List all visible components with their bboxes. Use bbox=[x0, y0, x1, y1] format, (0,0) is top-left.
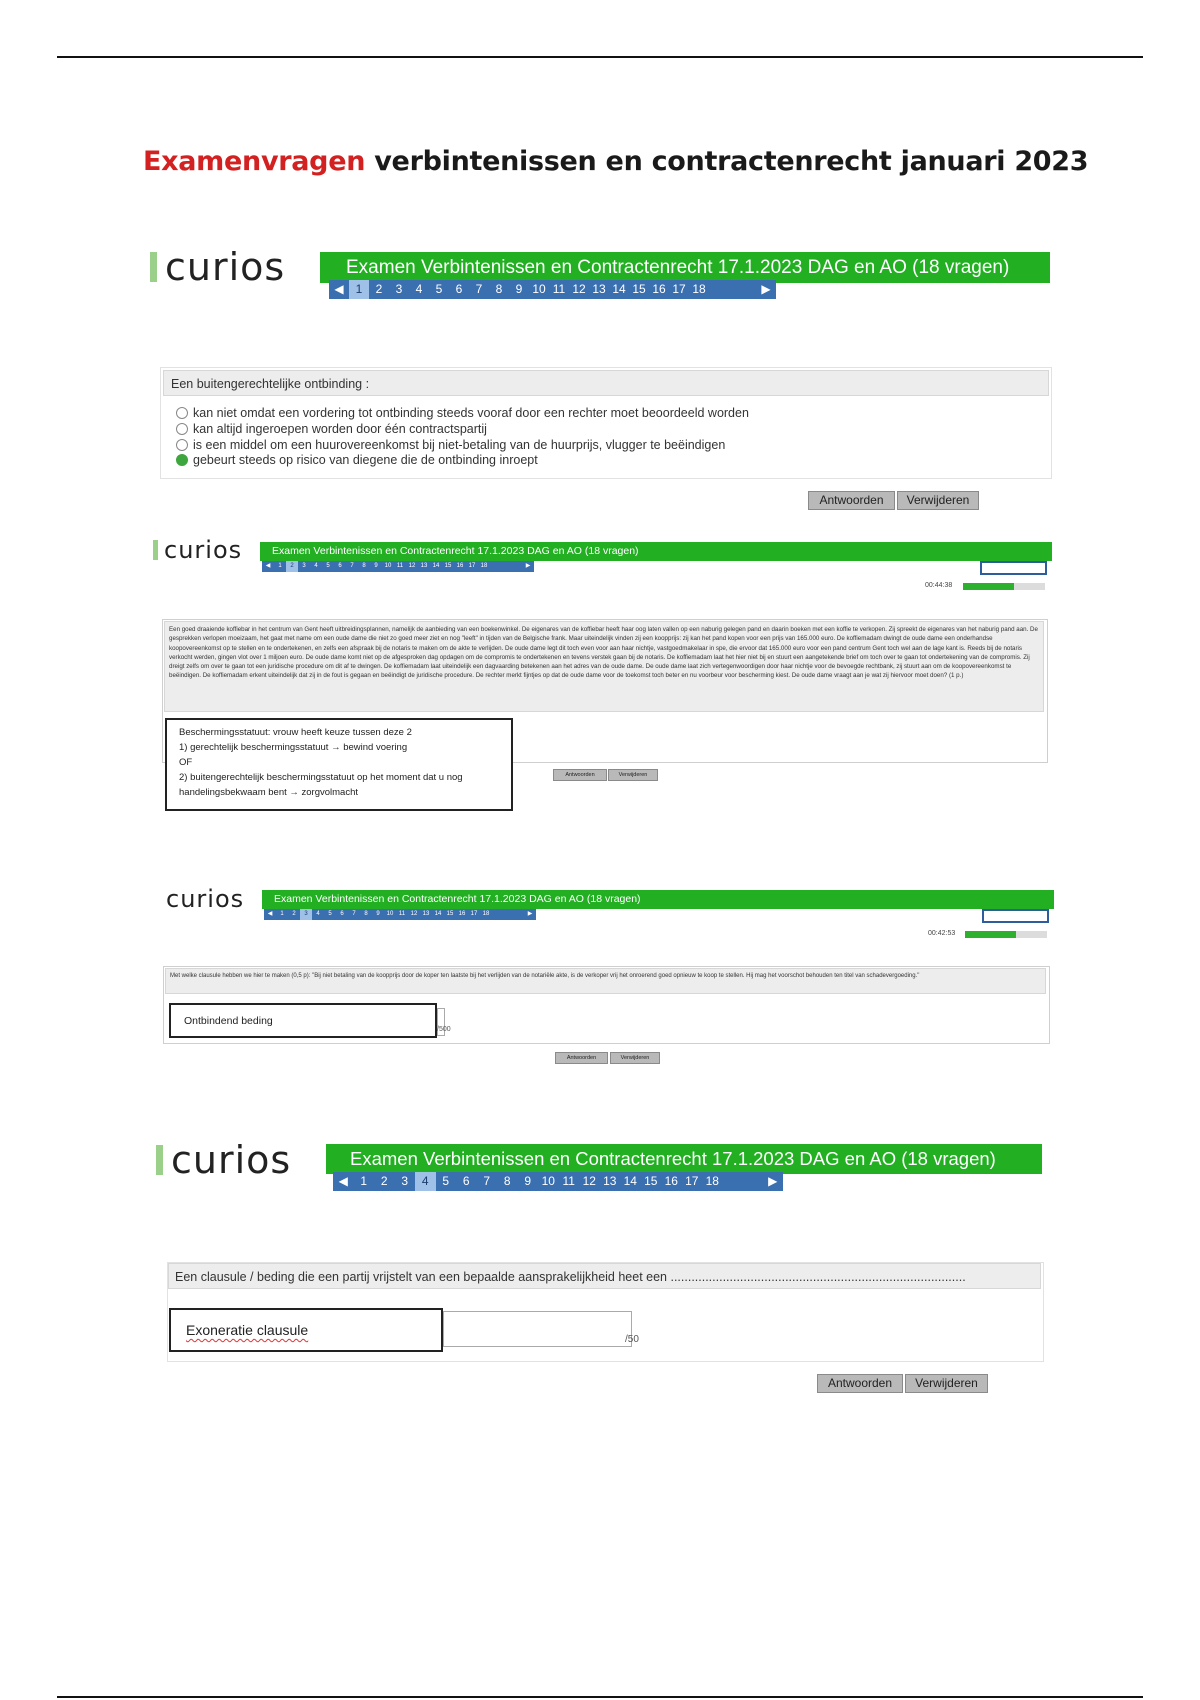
question-nav-item[interactable]: 3 bbox=[401, 1174, 409, 1188]
question-nav-item[interactable]: 3 bbox=[300, 909, 312, 920]
logo-text: curios bbox=[164, 536, 243, 564]
question-nav-item[interactable]: 16 bbox=[458, 911, 466, 917]
question-nav-item[interactable]: 15 bbox=[632, 282, 646, 296]
question-nav-item[interactable]: 4 bbox=[314, 563, 318, 569]
question-nav-item[interactable]: 1 bbox=[360, 1174, 368, 1188]
question-nav bbox=[264, 909, 536, 920]
answer-note bbox=[165, 718, 513, 811]
question-text: Een goed draaiende koffiebar in het centrum van Gent heeft uitbreidingsplannen, namelijk de aanbieding van een boekenwinkel. De eigenares van de koffiebar heeft haar oog laten vallen op een naburig gelegen pand en daarin boeken met een koffie te verkopen. Zij spreekt de eigenares van het naburig pand aan. De gesprekken verlopen moeizaam, het gaat met name om een oude dame die niet zo goed meer ziet en nog "leeft" in tijden van de Belgische frank. Maar uiteindelijk vinden zij een koopprijs: zij kan het pand kopen voor een prijs van 165.000 euro. De koffiemadam dwingt de oude dame een onderhandse koopovereenkomst op te stellen en te ondertekenen, en zelfs een afspraak bij de notaris te maken om de akte te verlijden. De oude dame legt dit toch even voor aan haar nichtje, vastgoedmakelaar in spe, die ervoor dat 165.000 euro voor een pand centrum Gent toch wel aan de lage kant is. Reeds bij de notaris verkocht werden, gingen vlot over 1 miljoen euro. De oude dame komt niet op de afgesproken dag opdagen om de compromis te ondertekenen en tevens verstek gaan bij de notaris. De koffiemadam laat het hier niet bij en stuurt een aangetekende brief om toch over te gaan tot ondertekening van de compromis. Zij dreigt zelfs om over te gaan tot een juridische procedure om dit af te dwingen. De koffiemadam laat uiteindelijk een dagvaarding betekenen aan het adres van de oude dame. De oude dame laat zich vertegenwoordigen door haar nichtje voor de bevoegde rechtbank, zij stuurt aan om de koopovereenkomst te beëindigen. De koffiemadam erkent uiteindelijk dat zij in de fout is gegaan en beëindigt de juridische procedure. De rechter merkt fijntjes op dat de oude dame voor de toekomst toch beter en nu voorbeur voor bescherming kiest. De oude dame vraagt aan je wat zij hiervoor moet doen? (1 p.) bbox=[164, 621, 1044, 712]
question-nav-item[interactable]: 7 bbox=[475, 282, 483, 296]
answer-option-selected[interactable] bbox=[176, 453, 538, 467]
question-nav-item[interactable]: 10 bbox=[384, 563, 392, 569]
question-nav-item[interactable]: 12 bbox=[572, 282, 586, 296]
page-title bbox=[143, 146, 1088, 177]
question-nav-item[interactable]: 12 bbox=[410, 911, 418, 917]
option-label: gebeurt steeds op risico van diegene die de ontbinding inroept bbox=[193, 453, 538, 467]
question-nav-item[interactable]: 18 bbox=[705, 1174, 719, 1188]
question-nav-item[interactable]: 8 bbox=[503, 1174, 511, 1188]
question-nav-item[interactable]: 15 bbox=[446, 911, 454, 917]
exam-title: Examen Verbintenissen en Contractenrecht 17.1.2023 DAG en AO (18 vragen) bbox=[346, 257, 1010, 278]
exam-title: Examen Verbintenissen en Contractenrecht 17.1.2023 DAG en AO (18 vragen) bbox=[350, 1148, 996, 1169]
option-label: kan niet omdat een vordering tot ontbinding steeds vooraf door een rechter moet beoordeeld worden bbox=[193, 406, 749, 420]
question-nav-item[interactable]: 13 bbox=[592, 282, 606, 296]
logo-bar bbox=[156, 1145, 163, 1175]
question-text: Een clausule / beding die een partij vrijstelt van een bepaalde aansprakelijkheid heet een ..................................................................................... bbox=[168, 1263, 1041, 1289]
delete-button[interactable]: Verwijderen bbox=[610, 1052, 660, 1064]
question-nav-item[interactable]: 7 bbox=[352, 911, 356, 917]
char-counter: /50 bbox=[625, 1334, 639, 1345]
note-line: 1) gerechtelijk beschermingsstatuut → bewind voering bbox=[179, 742, 408, 753]
footer-rule bbox=[57, 1696, 1143, 1698]
question-nav-item[interactable]: 5 bbox=[328, 911, 332, 917]
question-nav-item[interactable]: 6 bbox=[462, 1174, 470, 1188]
delete-button[interactable]: Verwijderen bbox=[608, 769, 658, 781]
question-nav-item[interactable]: 4 bbox=[415, 282, 423, 296]
question-nav-item[interactable]: 11 bbox=[396, 563, 404, 569]
question-nav-item[interactable]: 6 bbox=[338, 563, 342, 569]
question-nav-item[interactable]: 1 bbox=[280, 911, 284, 917]
question-nav-item[interactable]: 10 bbox=[386, 911, 394, 917]
question-nav-item[interactable]: 12 bbox=[582, 1174, 596, 1188]
radio-button[interactable] bbox=[176, 423, 188, 435]
curios-logo bbox=[166, 886, 244, 912]
note-line: OF bbox=[179, 757, 193, 768]
prev-page-icon[interactable]: ◀ bbox=[265, 563, 271, 569]
answer-option[interactable] bbox=[176, 422, 487, 436]
page-title-rest: verbintenissen en contractenrecht januari 2023 bbox=[365, 146, 1089, 177]
question-nav-item[interactable]: 2 bbox=[380, 1174, 388, 1188]
timer-box bbox=[980, 561, 1047, 575]
question-nav-item[interactable]: 9 bbox=[524, 1174, 532, 1188]
option-label: is een middel om een huurovereenkomst bij niet-betaling van de huurprijs, vlugger te beëindigen bbox=[193, 438, 726, 452]
progress-bar bbox=[965, 931, 1047, 938]
question-nav-item[interactable]: 14 bbox=[612, 282, 626, 296]
question-nav-item[interactable]: 14 bbox=[434, 911, 442, 917]
note-line: handelingsbekwaam bent → zorgvolmacht bbox=[179, 787, 359, 798]
question-nav-item[interactable]: 8 bbox=[495, 282, 503, 296]
answer-button[interactable]: Antwoorden bbox=[808, 491, 895, 510]
question-text: Een buitengerechtelijke ontbinding : bbox=[163, 370, 1049, 396]
next-page-icon[interactable]: ▶ bbox=[527, 911, 533, 917]
question-nav-item[interactable]: 4 bbox=[415, 1172, 436, 1191]
answer-button[interactable]: Antwoorden bbox=[817, 1374, 903, 1393]
question-nav-item[interactable]: 3 bbox=[395, 282, 403, 296]
next-page-icon[interactable]: ▶ bbox=[768, 1174, 778, 1188]
exam-title-bar bbox=[260, 542, 1052, 561]
timer: 00:42:53 bbox=[928, 930, 956, 937]
question-nav-item[interactable]: 13 bbox=[422, 911, 430, 917]
question-nav-item[interactable]: 5 bbox=[442, 1174, 450, 1188]
answer-button[interactable]: Antwoorden bbox=[553, 769, 607, 781]
note-line: Beschermingsstatuut: vrouw heeft keuze tussen deze 2 bbox=[179, 727, 412, 738]
question-nav-item[interactable]: 14 bbox=[623, 1174, 637, 1188]
question-nav-item[interactable]: 5 bbox=[326, 563, 330, 569]
answer-field[interactable]: Ontbindend beding bbox=[169, 1003, 437, 1038]
exam-title-bar bbox=[326, 1144, 1042, 1174]
question-nav-item[interactable]: 17 bbox=[470, 911, 478, 917]
radio-button[interactable] bbox=[176, 407, 188, 419]
question-nav-item[interactable]: 8 bbox=[362, 563, 366, 569]
delete-button[interactable]: Verwijderen bbox=[897, 491, 979, 510]
radio-button-selected[interactable] bbox=[176, 454, 188, 466]
prev-page-icon[interactable]: ◀ bbox=[334, 282, 344, 296]
prev-page-icon[interactable]: ◀ bbox=[338, 1174, 348, 1188]
logo-text: curios bbox=[165, 245, 286, 289]
exam-title: Examen Verbintenissen en Contractenrecht 17.1.2023 DAG en AO (18 vragen) bbox=[274, 893, 641, 905]
question-nav-item[interactable]: 10 bbox=[541, 1174, 555, 1188]
exam-title-bar bbox=[320, 252, 1050, 283]
question-nav-item[interactable]: 9 bbox=[374, 563, 378, 569]
prev-page-icon[interactable]: ◀ bbox=[267, 911, 273, 917]
question-nav-item[interactable]: 17 bbox=[685, 1174, 699, 1188]
question-nav-item[interactable]: 1 bbox=[278, 563, 282, 569]
question-nav-item[interactable]: 7 bbox=[483, 1174, 491, 1188]
question-nav-item[interactable]: 18 bbox=[692, 282, 706, 296]
curios-logo bbox=[156, 1140, 291, 1180]
radio-button[interactable] bbox=[176, 439, 188, 451]
note-line: 2) buitengerechtelijk beschermingsstatuut op het moment dat u nog bbox=[179, 772, 463, 783]
question-nav-item[interactable]: 3 bbox=[302, 563, 306, 569]
answer-button[interactable]: Antwoorden bbox=[555, 1052, 608, 1064]
curios-logo bbox=[150, 245, 286, 289]
exam-title-bar bbox=[262, 890, 1054, 909]
question-nav-item[interactable]: 15 bbox=[644, 1174, 658, 1188]
question-text: Met welke clausule hebben we hier te maken (0,5 p): "Bij niet betaling van de koopprijs door de koper ten laatste bij het verlijden van de notariële akte, is de verkoper vrij het onroerend goed opnieuw te koop te stellen. Hij mag het voorschot behouden ten titel van schadevergoeding." bbox=[165, 968, 1046, 994]
question-nav-item[interactable]: 10 bbox=[532, 282, 546, 296]
logo-bar bbox=[153, 540, 158, 560]
question-nav-item[interactable]: 12 bbox=[408, 563, 416, 569]
progress-fill bbox=[965, 931, 1016, 938]
question-nav-item[interactable]: 11 bbox=[552, 282, 566, 296]
exam-title: Examen Verbintenissen en Contractenrecht 17.1.2023 DAG en AO (18 vragen) bbox=[272, 545, 639, 557]
question-nav-item[interactable]: 17 bbox=[672, 282, 686, 296]
question-nav-item[interactable]: 2 bbox=[286, 561, 298, 572]
next-page-icon[interactable]: ▶ bbox=[525, 563, 531, 569]
progress-bar bbox=[963, 583, 1045, 590]
progress-fill bbox=[963, 583, 1014, 590]
question-nav-item[interactable]: 2 bbox=[292, 911, 296, 917]
question-nav-item[interactable]: 18 bbox=[482, 911, 490, 917]
question-nav-item[interactable]: 13 bbox=[420, 563, 428, 569]
answer-option[interactable] bbox=[176, 406, 749, 420]
question-nav-item[interactable]: 16 bbox=[652, 282, 666, 296]
question-nav-item[interactable]: 13 bbox=[603, 1174, 617, 1188]
header-rule bbox=[57, 56, 1143, 58]
option-label: kan altijd ingeroepen worden door één contractspartij bbox=[193, 422, 487, 436]
question-nav-item[interactable]: 16 bbox=[456, 563, 464, 569]
answer-textarea[interactable] bbox=[443, 1311, 632, 1347]
delete-button[interactable]: Verwijderen bbox=[905, 1374, 988, 1393]
question-nav bbox=[333, 1172, 783, 1191]
question-nav bbox=[329, 280, 776, 299]
timer: 00:44:38 bbox=[925, 582, 953, 589]
question-nav-item[interactable]: 11 bbox=[562, 1174, 575, 1188]
question-nav-item[interactable]: 14 bbox=[432, 563, 440, 569]
logo-bar bbox=[150, 252, 157, 282]
question-nav-item[interactable]: 6 bbox=[340, 911, 344, 917]
question-nav-item[interactable]: 8 bbox=[364, 911, 368, 917]
question-nav-item[interactable]: 11 bbox=[398, 911, 406, 917]
logo-text: curios bbox=[166, 885, 245, 913]
answer-field[interactable]: Exoneratie clausule bbox=[169, 1308, 443, 1352]
page-title-highlight: Examenvragen bbox=[143, 146, 366, 177]
question-nav-item[interactable]: 4 bbox=[316, 911, 320, 917]
curios-logo bbox=[153, 537, 242, 563]
question-nav-item[interactable]: 7 bbox=[350, 563, 354, 569]
question-nav-item[interactable]: 16 bbox=[664, 1174, 678, 1188]
answer-option[interactable] bbox=[176, 438, 725, 452]
timer-box bbox=[982, 909, 1049, 923]
question-nav-item[interactable]: 9 bbox=[515, 282, 523, 296]
next-page-icon[interactable]: ▶ bbox=[761, 282, 771, 296]
question-nav-item[interactable]: 17 bbox=[468, 563, 476, 569]
question-nav-item[interactable]: 5 bbox=[435, 282, 443, 296]
question-nav bbox=[262, 561, 534, 572]
question-nav-item[interactable]: 18 bbox=[480, 563, 488, 569]
question-nav-item[interactable]: 1 bbox=[349, 280, 369, 299]
question-nav-item[interactable]: 6 bbox=[455, 282, 463, 296]
logo-text: curios bbox=[171, 1138, 292, 1182]
question-nav-item[interactable]: 2 bbox=[375, 282, 383, 296]
question-nav-item[interactable]: 15 bbox=[444, 563, 452, 569]
question-nav-item[interactable]: 9 bbox=[376, 911, 380, 917]
char-counter: /500 bbox=[437, 1026, 451, 1033]
